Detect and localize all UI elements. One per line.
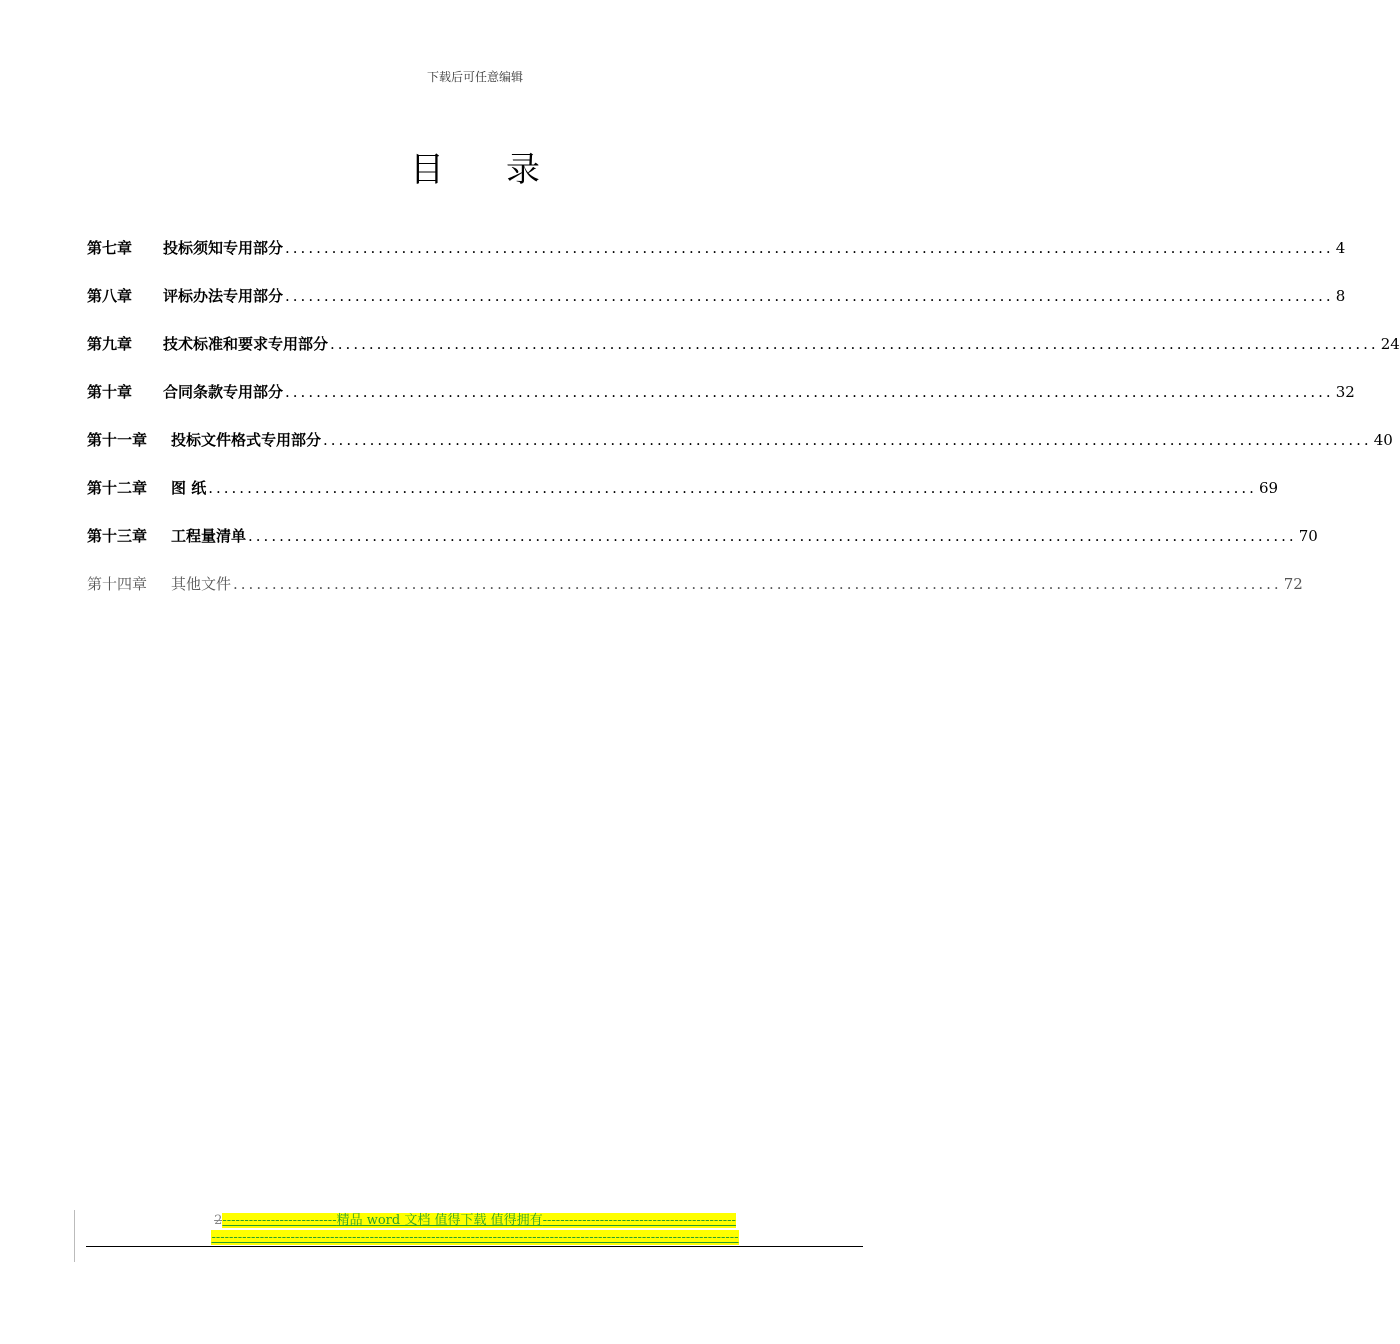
toc-chapter: 第十二章 [87,479,148,497]
toc-chapter: 第十一章 [87,431,148,449]
toc-entry-title: 技术标准和要求专用部分 [163,335,329,353]
toc-dot-leader: ....................................................................................................................................... [330,335,1379,353]
toc-entry[interactable] [87,476,1279,524]
toc-page-number: 8 [1335,287,1346,305]
toc-chapter: 第十章 [87,383,133,401]
toc-page-number: 69 [1258,479,1279,497]
toc-entry[interactable] [87,428,1393,476]
toc-title: 目录 [410,150,602,190]
toc-entry-title: 合同条款专用部分 [163,383,284,401]
footer-dashes: -------------------------------------------- [542,1213,736,1228]
toc-chapter: 第十四章 [87,575,148,593]
toc-entry-title: 投标文件格式专用部分 [171,431,322,449]
toc-page-number: 4 [1335,239,1346,257]
footer-dashes: ------------------------------------------------------------------------------------------------------------------------ [211,1230,739,1245]
toc-entry-title: 图 纸 [171,479,207,497]
header-note: 下载后可任意编辑 [426,70,523,84]
footer-banner-text: 精品 word 文档 值得下载 值得拥有 [336,1213,543,1228]
toc-chapter: 第九章 [87,335,133,353]
toc-page-number: 72 [1283,575,1303,593]
toc-entry[interactable] [87,332,1400,380]
footer-banner-line [186,1212,764,1229]
toc-page-number: 70 [1298,527,1318,545]
toc-entry[interactable] [87,524,1318,572]
toc-page-number: 24 [1380,335,1400,353]
footer-rule [86,1246,863,1247]
toc-chapter: 第七章 [87,239,133,257]
toc-chapter: 第十三章 [87,527,148,545]
toc-entry[interactable] [87,572,1303,620]
toc-entry[interactable] [87,284,1346,332]
toc-entry[interactable] [87,380,1355,428]
toc-entry[interactable] [87,236,1346,284]
toc-entry-title: 工程量清单 [171,527,247,545]
toc-dot-leader: ....................................................................................................................................... [208,479,1257,497]
toc-entry-title: 其他文件 [171,575,232,593]
toc-dot-leader: ....................................................................................................................................... [233,575,1282,593]
toc-dot-leader: ....................................................................................................................................... [323,431,1372,449]
toc-dot-leader: ....................................................................................................................................... [285,287,1334,305]
footer-banner-line [176,1229,774,1246]
footer-page-number: 2 [214,1213,223,1228]
toc-chapter: 第八章 [87,287,133,305]
toc-dot-leader: ....................................................................................................................................... [285,383,1334,401]
toc-dot-leader: ....................................................................................................................................... [248,527,1297,545]
toc-entry-title: 投标须知专用部分 [163,239,284,257]
footer-dashes: -------------------------- [222,1213,337,1228]
toc-entry-title: 评标办法专用部分 [163,287,284,305]
toc-dot-leader: ....................................................................................................................................... [285,239,1334,257]
toc-page-number: 40 [1373,431,1393,449]
toc-page-number: 32 [1335,383,1355,401]
footer-banner [0,1212,950,1246]
table-of-contents [87,236,1400,620]
